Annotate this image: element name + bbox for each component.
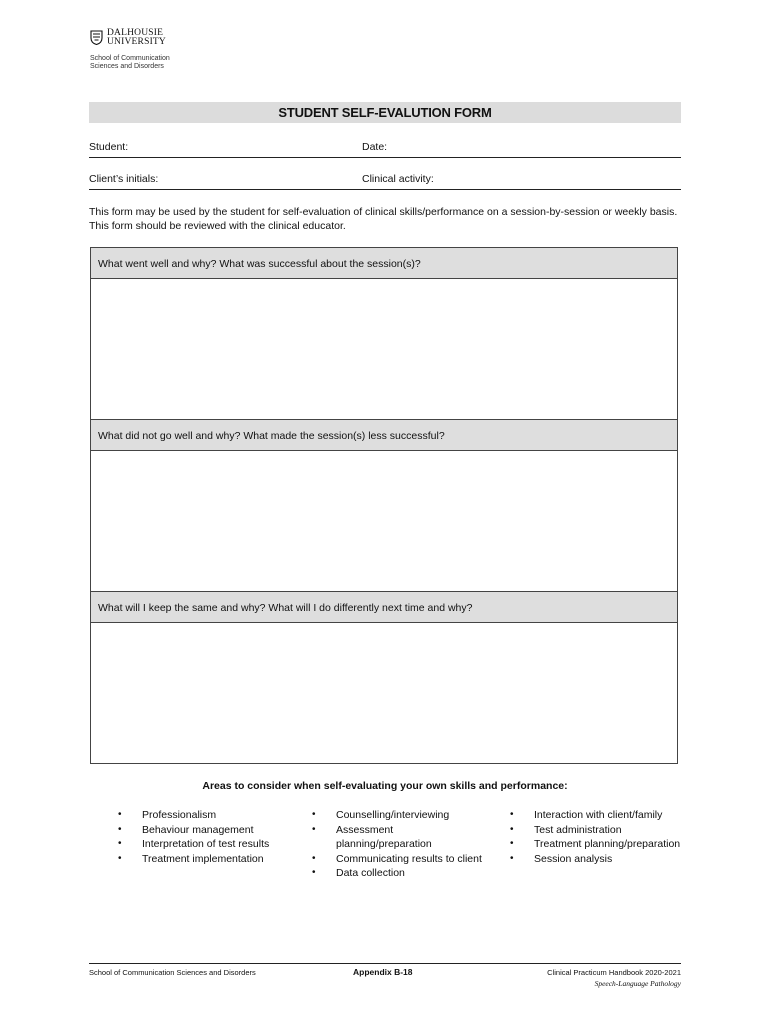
areas-column-3 bbox=[510, 808, 680, 866]
list-item-label: Data collection bbox=[336, 867, 405, 879]
bullet-icon: • bbox=[312, 823, 316, 835]
list-item-label: Behaviour management bbox=[142, 823, 254, 836]
logo-wordmark bbox=[107, 29, 166, 47]
question-2-header: What did not go well and why? What made the session(s) less successful? bbox=[91, 420, 677, 451]
logo-department bbox=[90, 55, 170, 71]
list-item bbox=[118, 852, 269, 867]
clients-initials-field-label[interactable]: Client’s initials: bbox=[89, 173, 159, 185]
list-item bbox=[510, 852, 680, 867]
list-item bbox=[312, 823, 482, 838]
list-item bbox=[510, 808, 680, 823]
footer-program: Speech-Language Pathology bbox=[594, 979, 681, 988]
footer-divider bbox=[89, 963, 681, 964]
list-item-label: Treatment planning/preparation bbox=[534, 838, 681, 850]
list-item bbox=[510, 823, 680, 838]
question-2-answer-area[interactable] bbox=[91, 451, 677, 591]
list-item-label: Treatment implementation bbox=[142, 852, 264, 865]
list-item bbox=[312, 808, 482, 823]
question-1-header: What went well and why? What was successful about the session(s)? bbox=[91, 248, 677, 279]
bullet-icon: • bbox=[118, 809, 122, 820]
question-3-header: What will I keep the same and why? What will I do differently next time and why? bbox=[91, 592, 677, 623]
logo-dept-line2: Sciences and Disorders bbox=[90, 63, 164, 70]
title-bar bbox=[89, 102, 681, 123]
list-item-label: Interpretation of test results bbox=[142, 838, 270, 850]
footer-appendix: Appendix B-18 bbox=[353, 967, 413, 977]
logo-dept-line1: School of Communication bbox=[90, 55, 170, 62]
student-field-label[interactable]: Student: bbox=[89, 141, 129, 153]
list-item bbox=[118, 823, 269, 838]
list-item bbox=[510, 837, 680, 852]
areas-column-1 bbox=[118, 808, 269, 866]
list-item-label: planning/preparation bbox=[336, 838, 432, 850]
footer-handbook-title: Clinical Practicum Handbook 2020-2021 bbox=[547, 968, 681, 977]
list-item-label: Counselling/interviewing bbox=[336, 809, 450, 821]
list-item-label: Session analysis bbox=[534, 852, 613, 865]
logo-line1: DALHOUSIE bbox=[107, 28, 164, 38]
question-3-answer-area[interactable] bbox=[91, 623, 677, 763]
list-item-label: Interaction with client/family bbox=[534, 809, 663, 821]
intro-line-2: This form should be reviewed with the clinical educator. bbox=[89, 220, 346, 232]
field-row-client bbox=[89, 171, 681, 190]
clinical-activity-field-label[interactable]: Clinical activity: bbox=[362, 173, 434, 185]
form-title: STUDENT SELF-EVALUTION FORM bbox=[278, 105, 492, 120]
list-item-label: Communicating results to client bbox=[336, 852, 482, 865]
crest-icon bbox=[90, 30, 103, 45]
footer-school: School of Communication Sciences and Disorders bbox=[89, 968, 256, 977]
bullet-icon: • bbox=[118, 823, 122, 835]
question-table bbox=[90, 247, 678, 764]
field-row-student bbox=[89, 139, 681, 158]
areas-title: Areas to consider when self-evaluating your own skills and performance: bbox=[202, 780, 568, 792]
bullet-icon: • bbox=[510, 809, 514, 820]
list-item bbox=[312, 866, 482, 881]
question-1-answer-area[interactable] bbox=[91, 279, 677, 419]
bullet-icon: • bbox=[118, 838, 122, 849]
logo-line2: UNIVERSITY bbox=[107, 37, 166, 47]
list-item bbox=[118, 808, 269, 823]
list-item-continuation bbox=[312, 837, 482, 852]
list-item bbox=[312, 852, 482, 867]
bullet-icon: • bbox=[118, 852, 122, 864]
bullet-icon: • bbox=[312, 852, 316, 864]
date-field-label[interactable]: Date: bbox=[362, 141, 388, 153]
list-item bbox=[118, 837, 269, 852]
bullet-icon: • bbox=[510, 823, 514, 835]
areas-column-2 bbox=[312, 808, 482, 881]
bullet-icon: • bbox=[510, 852, 514, 864]
bullet-icon: • bbox=[312, 809, 316, 820]
bullet-icon: • bbox=[510, 838, 514, 849]
list-item-label: Professionalism bbox=[142, 809, 217, 821]
footer-handbook bbox=[525, 968, 681, 988]
intro-text bbox=[89, 205, 689, 233]
list-item-label: Test administration bbox=[534, 823, 622, 836]
university-logo bbox=[90, 28, 200, 74]
bullet-icon: • bbox=[312, 867, 316, 878]
intro-line-1: This form may be used by the student for self-evaluation of clinical skills/performance on a session-by-session or weekly basis. bbox=[89, 206, 678, 218]
list-item-label: Assessment bbox=[336, 823, 394, 836]
